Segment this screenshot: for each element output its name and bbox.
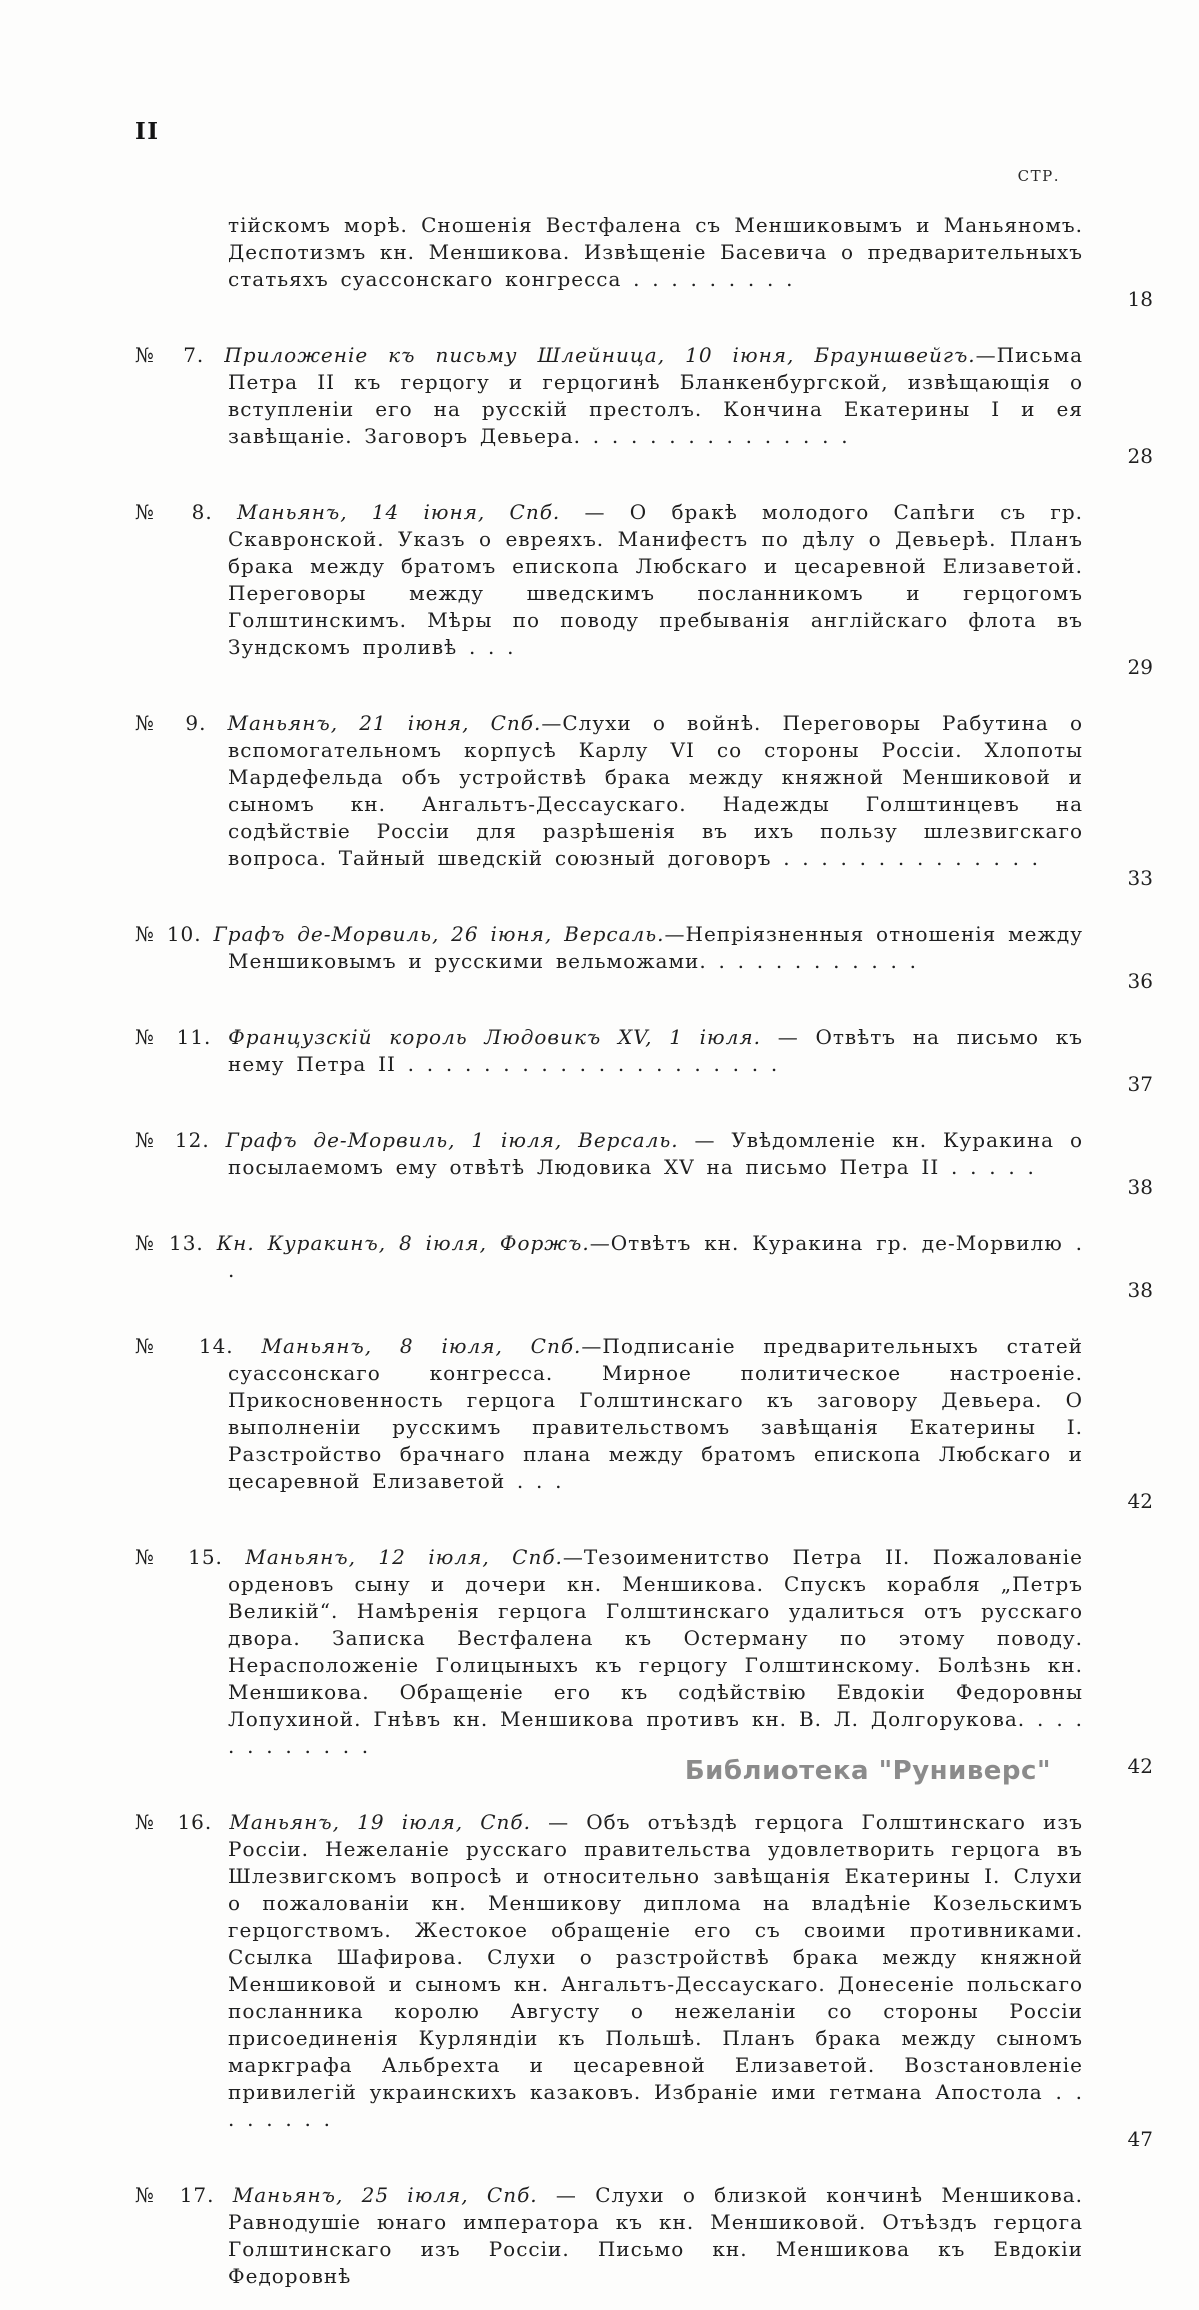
toc-entry [135,479,1199,681]
entry-page-number: 47 [1127,2127,1153,2151]
entry-page-number: 28 [1127,444,1153,468]
entry-text [135,342,1083,450]
entry-body: —Отвѣтъ кн. Куракина гр. де-Морвилю . . [228,1231,1083,1282]
entry-number: № 9. [135,711,228,735]
entry-text [135,921,1083,975]
entry-number: № 14. [135,1334,262,1358]
entry-body: — Объ отъѣздѣ герцога Голштинскаго изъ Россіи. Нежеланіе русскаго правительства удовлетворить герцога въ Шлезвигскомъ вопросѣ и относительно завѣщанія Екатерины I. Слухи о пожалованіи кн. Меншикову диплома на владѣніе Козельскимъ герцогствомъ. Жестокое обращеніе его съ своими противниками. Ссылка Шафирова. Слухи о разстройствѣ брака между княжной Меншиковой и сыномъ кн. Ангальтъ-Дессаускаго. Донесеніе польскаго посланника королю Августу о нежеланіи со стороны Россіи присоединенія Курляндіи къ Польшѣ. Планъ брака между сыномъ маркграфа Альбрехта и цесаревной Елизаветой. Возстановленіе привилегій украинскихъ казаковъ. Избраніе ими гетмана Апостола . . . . . . . . [228,1810,1084,2131]
toc [135,192,1199,2310]
entry-body: — Слухи о близкой кончинѣ Меншикова. Равнодушіе юнаго императора къ кн. Меншиковой. Отъѣздъ герцога Голштинскаго изъ Россіи. Письмо кн. Меншикова къ Евдокіи Федоровнѣ [228,2183,1083,2288]
toc-entry [135,1313,1199,1515]
library-watermark: Библиотека "Руниверс" [684,1756,1051,1786]
entry-number: № 16. [135,1810,230,1834]
entry-number: № 7. [135,343,225,367]
entry-header: Маньянъ, 12 іюля, Спб. [245,1545,563,1569]
entry-body: —Непріязненныя отношенія между Меншиковымъ и русскими вельможами. . . . . . . . . . . . [228,922,1083,973]
entry-page-number: 29 [1127,655,1153,679]
toc-entry [135,192,1199,313]
toc-entry [135,1524,1199,1780]
entry-header: Кн. Куракинъ, 8 іюля, Форжъ. [216,1231,590,1255]
entry-header: Французскій король Людовикъ XV, 1 іюля. [228,1025,761,1049]
toc-entry [135,2162,1199,2310]
entry-header: Маньянъ, 21 іюня, Спб. [227,711,542,735]
entry-text [135,2182,1083,2290]
entry-body: —Письма Петра II къ герцогу и герцогинѣ Бланкенбургской, извѣщающія о вступленіи его на русскій престолъ. Кончина Екатерины I и ея завѣщаніе. Заговоръ Девьера. . . . . . . . . . . . . . . [228,343,1083,448]
entry-number: № 10. [135,922,214,946]
entry-header: Маньянъ, 25 іюля, Спб. [232,2183,538,2207]
entry-header: Графъ де-Морвиль, 26 іюня, Версаль. [213,922,665,946]
entry-page-number: 33 [1127,866,1153,890]
entry-text [135,1544,1083,1760]
entry-body: —Слухи о войнѣ. Переговоры Рабутина о вспомогательномъ корпусѣ Карлу VI со стороны Россіи. Хлопоты Мардефельда объ устройствѣ брака между княжной Меншиковой и сыномъ кн. Ангальтъ-Дессаускаго. Надежды Голштинцевъ на содѣйствіе Россіи для разрѣшенія въ ихъ пользу шлезвигскаго вопроса. Тайный шведскій союзный договоръ . . . . . . . . . . . . . . [228,711,1083,870]
entry-text [135,499,1083,661]
entry-number: № 8. [135,500,237,524]
entry-page-number: 38 [1127,1175,1153,1199]
entry-body: — Отвѣтъ на письмо къ нему Петра II . . . . . . . . . . . . . . . . . . . . [228,1025,1083,1076]
entry-text [135,1127,1083,1181]
entry-header: Приложеніе къ письму Шлейница, 10 іюня, Брауншвейгъ. [224,343,976,367]
entry-header: Маньянъ, 8 іюля, Спб. [261,1334,582,1358]
entry-header: Маньянъ, 14 іюня, Спб. [237,500,561,524]
toc-entry [135,1210,1199,1304]
entry-body: тійскомъ морѣ. Сношенія Вестфалена съ Меншиковымъ и Маньяномъ. Деспотизмъ кн. Меншикова. Извѣщеніе Басевича о предварительныхъ статьяхъ суассонскаго конгресса . . . . . . . . . [228,213,1083,291]
page-folio: II [135,118,160,145]
entry-body: —Тезоименитство Петра II. Пожалованіе орденовъ сыну и дочери кн. Меншикова. Спускъ корабля „Петръ Великій“. Намѣренія герцога Голштинскаго удалиться отъ русскаго двора. Записка Вестфалена къ Остерману по этому поводу. Нерасположеніе Голицыныхъ къ герцогу Голштинскому. Болѣзнь кн. Меншикова. Обращеніе его къ содѣйствію Евдокіи Федоровны Лопухиной. Гнѣвъ кн. Меншикова противъ кн. В. Л. Долгорукова. . . . . . . . . . . . [228,1545,1083,1758]
toc-entry [135,1789,1199,2153]
entry-page-number: 36 [1127,969,1153,993]
entry-number: № 11. [135,1025,229,1049]
entry-text [135,1333,1083,1495]
entry-header: Маньянъ, 19 іюля, Спб. [229,1810,531,1834]
entry-text [135,1230,1083,1284]
entry-number: № 12. [135,1128,226,1152]
toc-entry [135,322,1199,470]
entry-number: № 17. [135,2183,233,2207]
entry-text [135,212,1083,293]
entry-body: — О бракѣ молодого Сапѣги съ гр. Скавронской. Указъ о евреяхъ. Манифестъ по дѣлу о Девьерѣ. Планъ брака между братомъ епископа Любскаго и цесаревной Елизаветой. Переговоры между шведскимъ посланникомъ и герцогомъ Голштинскимъ. Мѣры по поводу пребыванія англійскаго флота въ Зундскомъ проливѣ . . . [228,500,1083,659]
entry-page-number: 18 [1127,287,1153,311]
entry-text [135,1024,1083,1078]
entry-text [135,1809,1083,2133]
toc-entry [135,1107,1199,1201]
toc-entry [135,1004,1199,1098]
entry-page-number: 37 [1127,1072,1153,1096]
entry-page-number: 42 [1127,1489,1153,1513]
entry-page-number: 38 [1127,1278,1153,1302]
entry-number: № 15. [135,1545,246,1569]
page-column-header: СТР. [1017,167,1060,185]
toc-entry [135,901,1199,995]
entry-header: Графъ де-Морвиль, 1 іюля, Версаль. [225,1128,679,1152]
entry-page-number: 42 [1127,1754,1153,1778]
entry-number: № 13. [135,1231,217,1255]
entry-text [135,710,1083,872]
entry-body: — Увѣдомленіе кн. Куракина о посылаемомъ ему отвѣтѣ Людовика XV на письмо Петра II . . . . . [228,1128,1083,1179]
entry-body: —Подписаніе предварительныхъ статей суассонскаго конгресса. Мирное политическое настроеніе. Прикосновенность герцога Голштинскаго къ заговору Девьера. О выполненіи русскимъ правительствомъ завѣщанія Екатерины I. Разстройство брачнаго плана между братомъ епископа Любскаго и цесаревной Елизаветой . . . [228,1334,1083,1493]
toc-entry [135,690,1199,892]
